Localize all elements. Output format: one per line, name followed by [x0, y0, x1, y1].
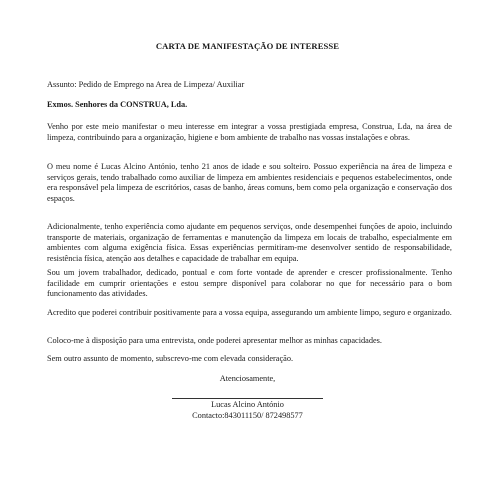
letter-title: CARTA DE MANIFESTAÇÃO DE INTERESSE — [155, 41, 340, 51]
paragraph-farewell: Sem outro assunto de momento, subscrevo-me com elevada consideração. — [47, 354, 294, 363]
subject-line: Assunto: Pedido de Emprego na Area de Limpeza/ Auxiliar — [47, 80, 245, 89]
paragraph-contribution: Acredito que poderei contribuir positivamente para a vossa equipa, assegurando um ambiente limpo, seguro e organizado. — [47, 308, 452, 317]
paragraph-qualities: Sou um jovem trabalhador, dedicado, pontual e com forte vontade de aprender e crescer profissionalmente. Tenho facilidade em cumprir orientações e estou sempre disponível para colaborar no que for necessário para o bom funcionamento das atividades. — [47, 268, 452, 299]
closing: Atenciosamente, — [219, 374, 276, 383]
signature-line — [172, 398, 323, 399]
signature-contact: Contacto:843011150/ 872498577 — [192, 411, 303, 420]
paragraph-interest: Venho por este meio manifestar o meu interesse em integrar a vossa prestigiada empresa, Construa, Lda, na área de limpeza, contribuindo para a organização, higiene e bom ambiente de trabalho nas vossas instalações e obras. — [47, 122, 452, 142]
paragraph-experience: Adicionalmente, tenho experiência como ajudante em pequenos serviços, onde desempenhei funções de apoio, incluindo transporte de materiais, organização de ferramentas e manutenção da limpeza em locais de trabalho, especialmente em ambientes com alguma exigência física. Essas experiências permitiram-me desenvolver sentido de responsabilidade, resistência física, atenção aos detalhes e capacidade de trabalhar em equipa. — [47, 222, 452, 263]
paragraph-interview: Coloco-me à disposição para uma entrevista, onde poderei apresentar melhor as minhas capacidades. — [47, 336, 382, 345]
signature-name: Lucas Alcino António — [211, 400, 284, 409]
paragraph-introduction: O meu nome é Lucas Alcino António, tenho 21 anos de idade e sou solteiro. Possuo experiência na área de limpeza e serviços gerais, tendo trabalhado como auxiliar de limpeza em ambientes residenciais e pequenos estabelecimentos, onde era responsável pela limpeza de escritórios, casas de banho, áreas comuns, bem como pela organização e conservação dos espaços. — [47, 162, 452, 203]
greeting: Exmos. Senhores da CONSTRUA, Lda. — [47, 100, 188, 109]
